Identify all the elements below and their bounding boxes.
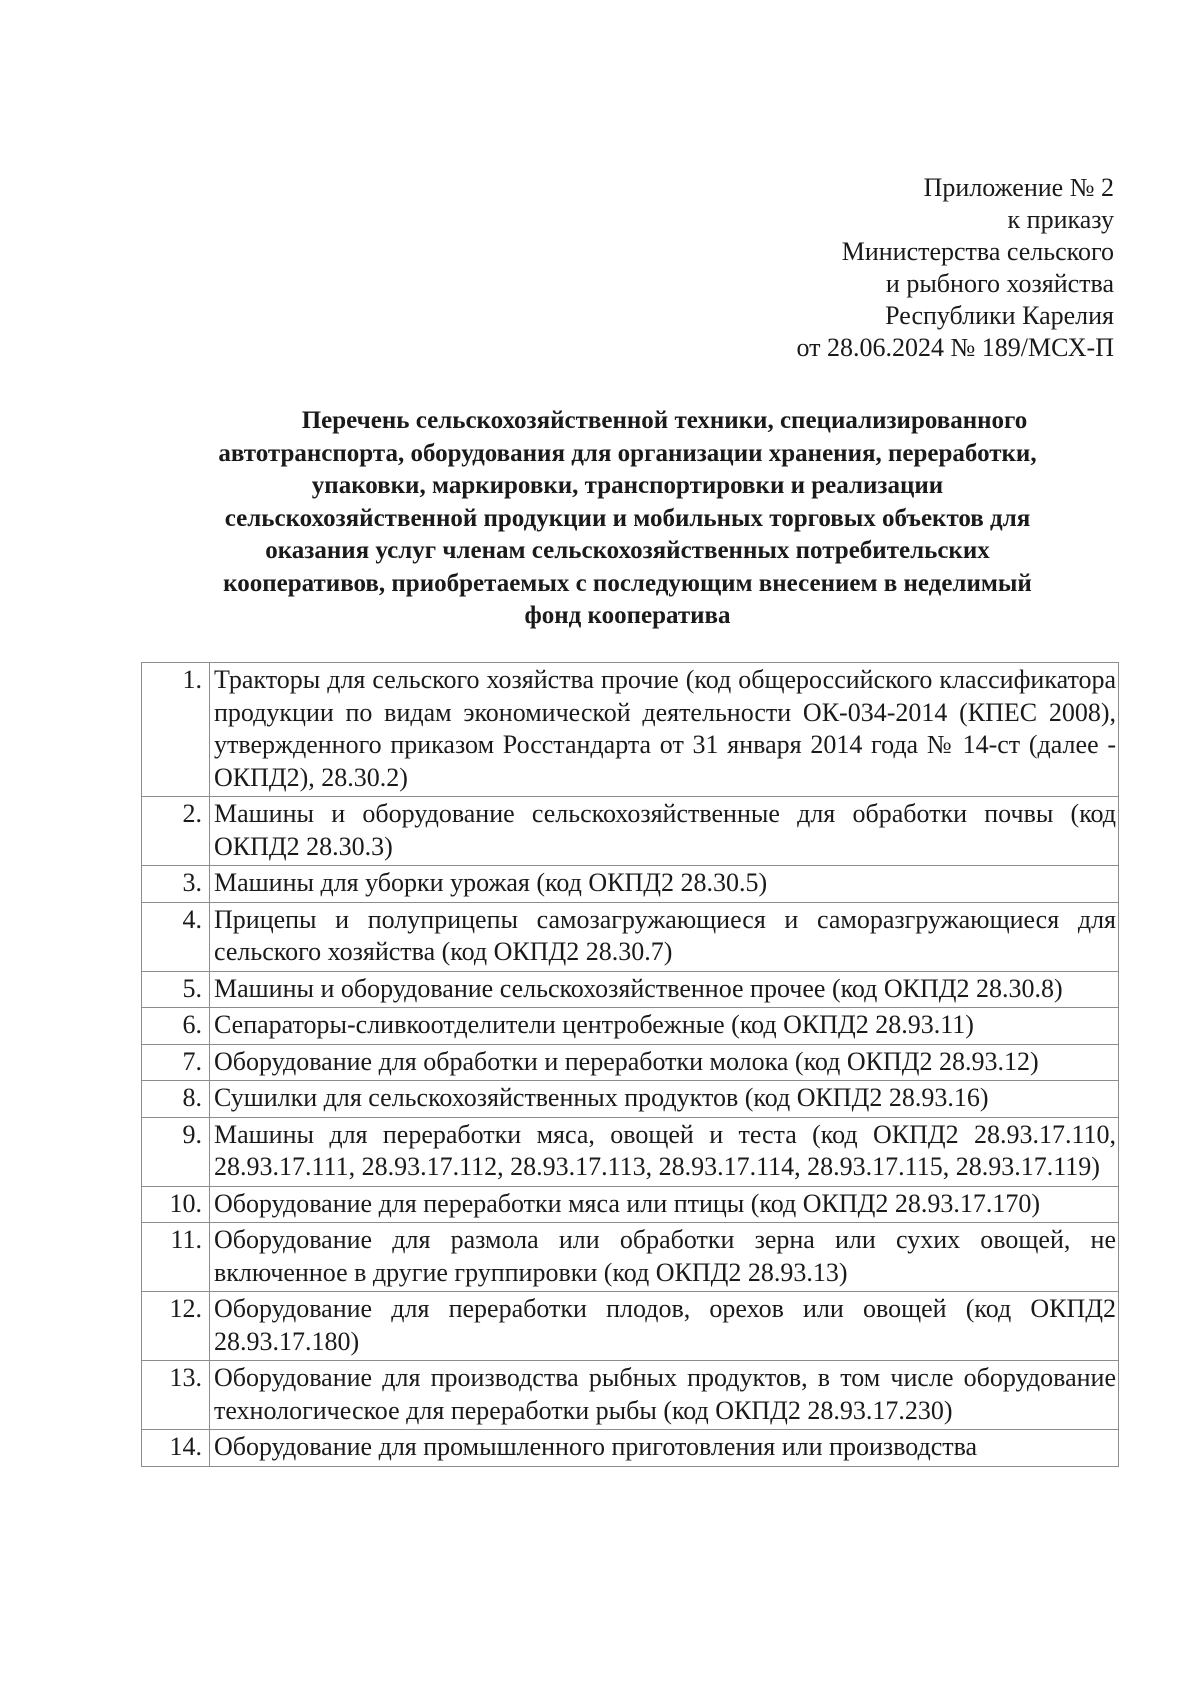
appendix-line: к приказу [1007, 205, 1114, 234]
item-number: 9. [142, 1117, 210, 1186]
appendix-line: и рыбного хозяйства [885, 269, 1114, 298]
appendix-line: от 28.06.2024 № 189/МСХ-П [796, 333, 1114, 362]
item-description: Машины для уборки урожая (код ОКПД2 28.30.5) [210, 866, 1119, 903]
item-description: Оборудование для обработки и переработки молока (код ОКПД2 28.93.12) [210, 1044, 1119, 1081]
item-description: Машины и оборудование сельскохозяйственные для обработки почвы (код ОКПД2 28.30.3) [210, 797, 1119, 866]
table-row [142, 1292, 1119, 1361]
item-description: Оборудование для переработки плодов, орехов или овощей (код ОКПД2 28.93.17.180) [210, 1292, 1119, 1361]
title-line: автотранспорта, оборудования для организации хранения, переработки, [218, 439, 1037, 467]
item-number: 3. [142, 866, 210, 903]
item-number: 2. [142, 797, 210, 866]
item-description: Сепараторы-сливкоотделители центробежные (код ОКПД2 28.93.11) [210, 1008, 1119, 1045]
table-row [142, 1361, 1119, 1430]
item-description: Прицепы и полуприцепы самозагружающиеся и саморазгружающиеся для сельского хозяйства (код ОКПД2 28.30.7) [210, 902, 1119, 971]
item-description: Сушилки для сельскохозяйственных продуктов (код ОКПД2 28.93.16) [210, 1081, 1119, 1118]
appendix-line: Министерства сельского [841, 237, 1114, 266]
document-title [160, 405, 1095, 633]
table-row [142, 1223, 1119, 1292]
item-number: 12. [142, 1292, 210, 1361]
table-row [142, 866, 1119, 903]
item-number: 7. [142, 1044, 210, 1081]
item-number: 11. [142, 1223, 210, 1292]
appendix-line: Приложение № 2 [923, 173, 1114, 202]
item-description: Оборудование для производства рыбных продуктов, в том числе оборудование технологическое для переработки рыбы (код ОКПД2 28.93.17.230) [210, 1361, 1119, 1430]
item-description: Оборудование для размола или обработки зерна или сухих овощей, не включенное в другие группировки (код ОКПД2 28.93.13) [210, 1223, 1119, 1292]
item-description: Машины и оборудование сельскохозяйственное прочее (код ОКПД2 28.30.8) [210, 971, 1119, 1008]
title-line: кооперативов, приобретаемых с последующим внесением в неделимый [223, 569, 1032, 597]
table-row [142, 1008, 1119, 1045]
table-row [142, 1044, 1119, 1081]
item-number: 13. [142, 1361, 210, 1430]
title-line: сельскохозяйственной продукции и мобильных торговых объектов для [224, 504, 1031, 532]
title-line: Перечень сельскохозяйственной техники, специализированного [301, 407, 1028, 434]
table-row [142, 797, 1119, 866]
table-row [142, 1117, 1119, 1186]
item-number: 4. [142, 902, 210, 971]
table-row [142, 663, 1119, 797]
item-description: Машины для переработки мяса, овощей и теста (код ОКПД2 28.93.17.110, 28.93.17.111, 28.93.17.112, 28.93.17.113, 28.93.17.114, 28.93.17.115, 28.93.17.119) [210, 1117, 1119, 1186]
appendix-header [514, 172, 1114, 364]
item-number: 10. [142, 1186, 210, 1223]
item-description: Оборудование для промышленного приготовления или производства [210, 1430, 1119, 1467]
table-row [142, 902, 1119, 971]
title-line: упаковки, маркировки, транспортировки и реализации [311, 472, 944, 499]
title-line: оказания услуг членам сельскохозяйственных потребительских [265, 537, 990, 564]
item-number: 14. [142, 1430, 210, 1467]
item-description: Оборудование для переработки мяса или птицы (код ОКПД2 28.93.17.170) [210, 1186, 1119, 1223]
item-description: Тракторы для сельского хозяйства прочие (код общероссийского классификатора продукции по видам экономической деятельности ОК-034-2014 (КПЕС 2008), утвержденного приказом Росстандарта от 31 января 2014 года № 14-ст (далее - ОКПД2), 28.30.2) [210, 663, 1119, 797]
title-line: фонд кооператива [524, 602, 731, 629]
table-row [142, 1081, 1119, 1118]
item-number: 6. [142, 1008, 210, 1045]
table-row [142, 971, 1119, 1008]
table-row [142, 1430, 1119, 1467]
appendix-line: Республики Карелия [885, 301, 1114, 330]
item-number: 1. [142, 663, 210, 797]
item-number: 8. [142, 1081, 210, 1118]
equipment-list-table [141, 662, 1119, 1467]
table-row [142, 1186, 1119, 1223]
item-number: 5. [142, 971, 210, 1008]
